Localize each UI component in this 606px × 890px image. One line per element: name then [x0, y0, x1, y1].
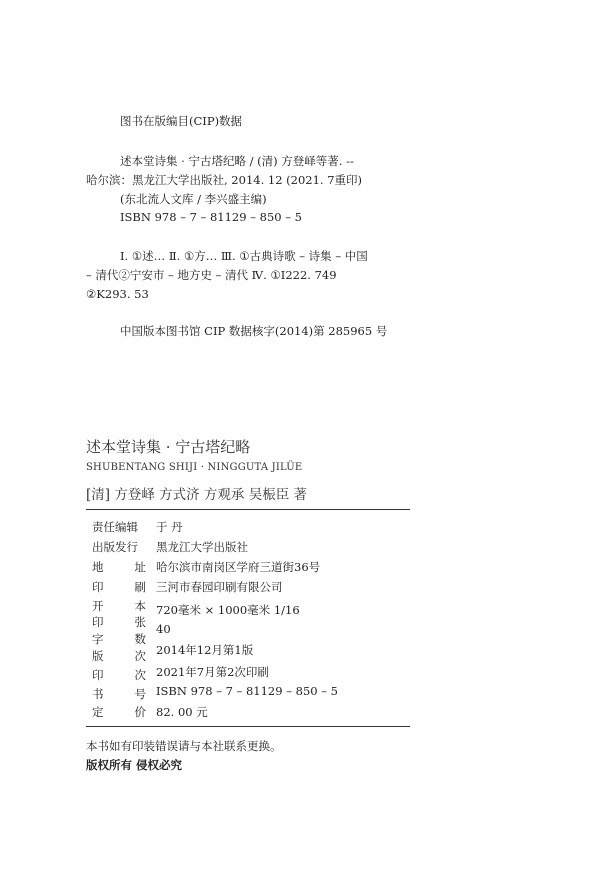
- info-label-char: 字: [92, 632, 104, 646]
- info-label-char: 地: [92, 560, 104, 574]
- info-label-printer: [92, 579, 146, 595]
- book-title: 述本堂诗集 · 宁古塔纪略: [86, 438, 251, 456]
- info-label-text: 出版发行: [92, 540, 138, 554]
- info-value-edition: 2014年12月第1版: [156, 643, 254, 657]
- info-label-format: [92, 598, 146, 614]
- info-label-printing: [92, 667, 146, 683]
- cip-classification-line: – 清代②宁安市 – 地方史 – 清代 Ⅳ. ①I222. 749: [86, 268, 337, 282]
- cip-record-line: (东北流人文库 / 李兴盛主编): [120, 192, 267, 206]
- info-label-edition: [92, 648, 146, 664]
- info-value-isbn: ISBN 978 – 7 – 81129 – 850 – 5: [156, 684, 338, 698]
- info-label-text: 责任编辑: [92, 520, 138, 534]
- info-value-printer: 三河市春园印刷有限公司: [156, 580, 283, 594]
- cip-record-line: 述本堂诗集 · 宁古塔纪略 / (清) 方登峄等著. --: [120, 154, 354, 168]
- info-value-editor: 于 丹: [156, 520, 183, 534]
- info-value-format: 720毫米 × 1000毫米 1/16: [156, 603, 300, 617]
- info-label-char: 号: [134, 687, 146, 701]
- info-label-char: 本: [134, 599, 146, 613]
- info-label-char: 刷: [134, 580, 146, 594]
- copyright-notice: 版权所有 侵权必究: [86, 758, 183, 772]
- cip-heading: 图书在版编目(CIP)数据: [120, 114, 243, 128]
- info-label-char: 张: [134, 615, 146, 629]
- info-label-char: 址: [134, 560, 146, 574]
- cip-classification-line: Ⅰ. ①述… Ⅱ. ①方… Ⅲ. ①古典诗歌 – 诗集 – 中国: [120, 249, 368, 263]
- info-label-price: [92, 704, 146, 720]
- cip-record-line: ISBN 978 – 7 – 81129 – 850 – 5: [120, 210, 302, 224]
- book-title-pinyin: SHUBENTANG SHIJI · NINGGUTA JILÜE: [86, 462, 303, 473]
- info-label-publisher: [92, 539, 146, 555]
- divider-top: [86, 509, 410, 510]
- info-label-char: 书: [92, 687, 104, 701]
- info-label-char: 定: [92, 705, 104, 719]
- book-authors: [清] 方登峄 方式济 方观承 吴桭臣 著: [86, 487, 307, 503]
- info-label-char: 印: [92, 668, 104, 682]
- info-value-printing: 2021年7月第2次印刷: [156, 665, 269, 679]
- info-label-char: 印: [92, 580, 104, 594]
- info-value-address: 哈尔滨市南岗区学府三道街36号: [156, 560, 321, 574]
- info-value-price: 82. 00 元: [156, 705, 208, 719]
- info-label-char: 数: [134, 632, 146, 646]
- info-label-char: 价: [134, 705, 146, 719]
- info-label-isbn: [92, 686, 146, 702]
- info-label-char: 开: [92, 599, 104, 613]
- print-error-notice: 本书如有印装错误请与本社联系更换。: [86, 739, 282, 753]
- cip-record-line: 哈尔滨：黑龙江大学出版社, 2014. 12 (2021. 7重印): [86, 173, 363, 187]
- cip-verification-number: 中国版本图书馆 CIP 数据核字(2014)第 285965 号: [120, 324, 388, 338]
- info-label-char: 版: [92, 649, 104, 663]
- info-label-sheets: [92, 614, 146, 630]
- info-label-editor: [92, 519, 146, 535]
- info-label-address: [92, 559, 146, 575]
- info-value-publisher: 黑龙江大学出版社: [156, 540, 248, 554]
- info-label-char: 次: [134, 649, 146, 663]
- info-value-wordcount: 40: [156, 622, 171, 636]
- info-label-char: 次: [134, 668, 146, 682]
- cip-classification-line: ②K293. 53: [86, 287, 149, 301]
- info-label-char: 印: [92, 615, 104, 629]
- divider-bottom: [86, 726, 410, 727]
- info-label-wordcount: [92, 631, 146, 647]
